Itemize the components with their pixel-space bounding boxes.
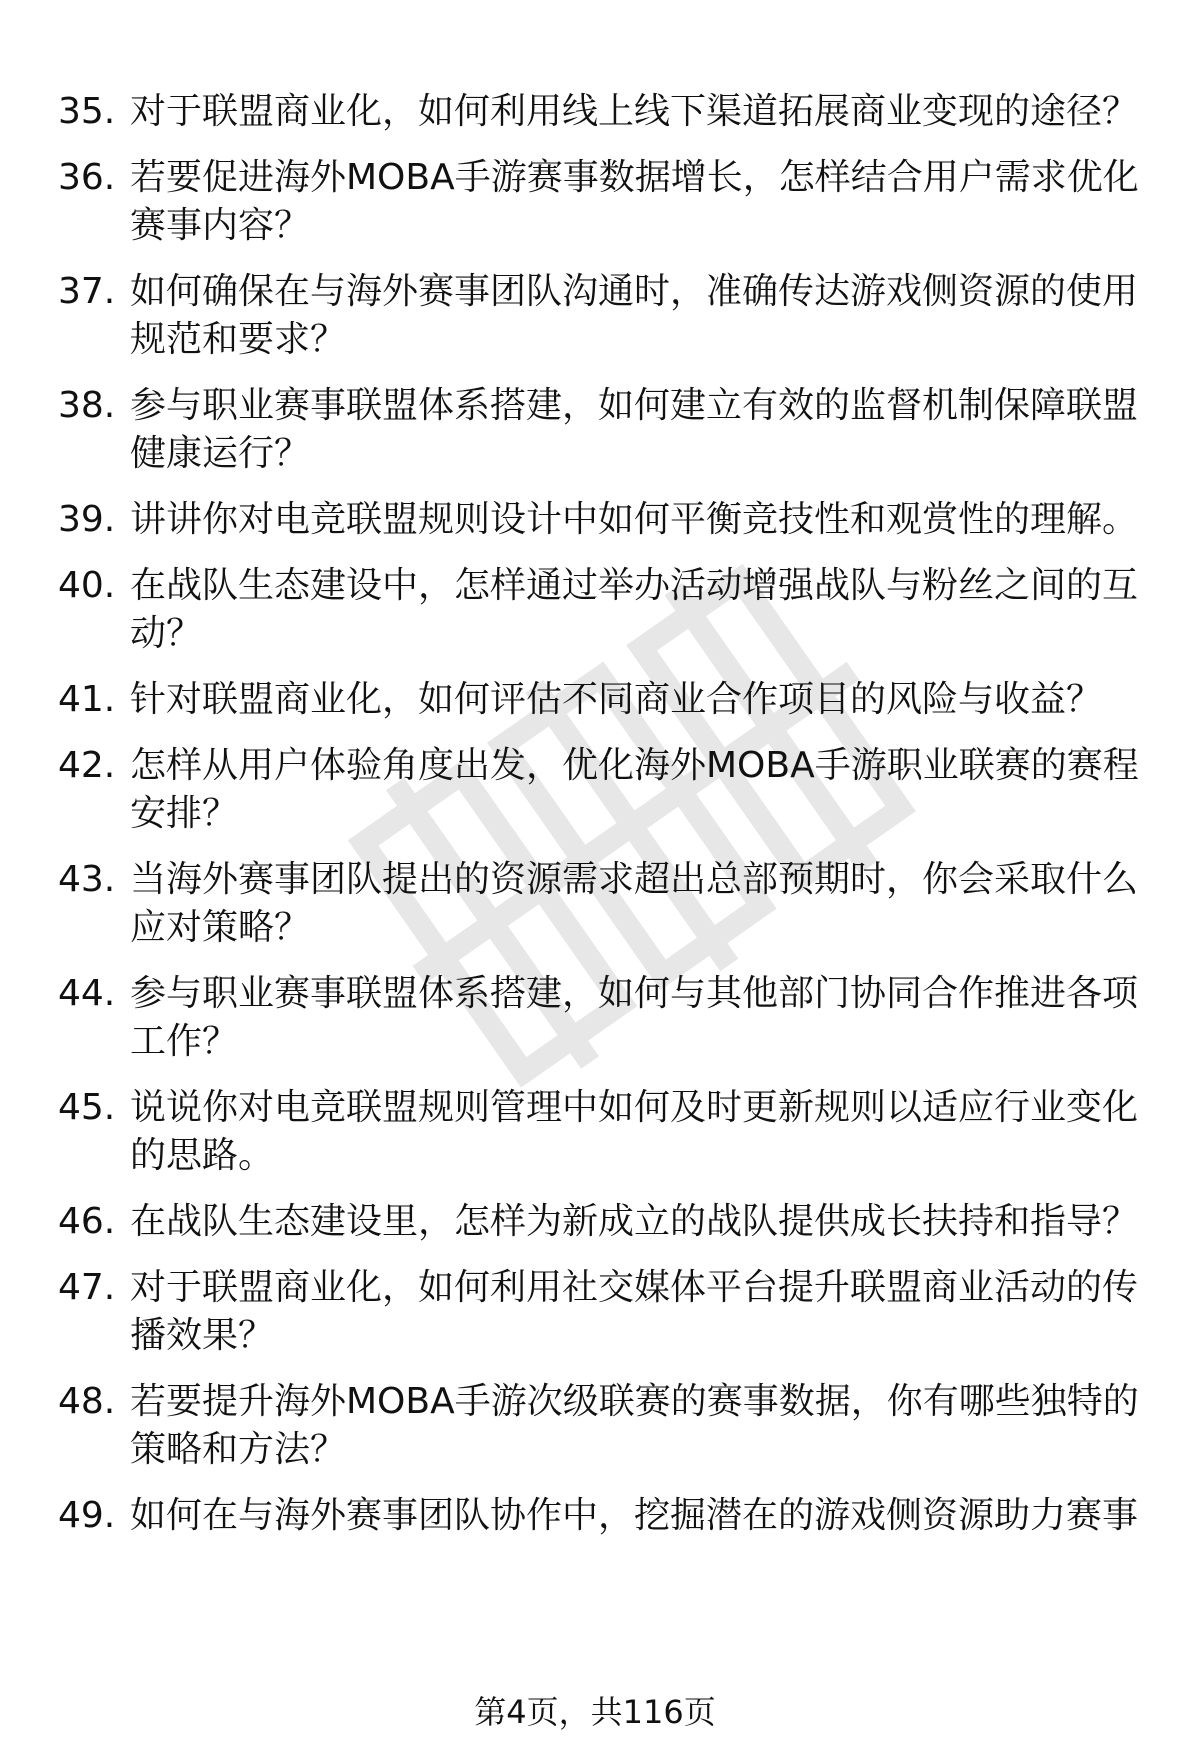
question-item	[58, 970, 1148, 1066]
question-number: 37.	[58, 271, 116, 312]
question-item	[58, 1264, 1148, 1360]
question-item	[58, 268, 1148, 364]
question-number: 47.	[58, 1267, 116, 1308]
page-footer	[0, 1690, 1190, 1734]
question-item	[58, 496, 1148, 544]
question-text: 在战队生态建设中，怎样通过举办活动增强战队与粉丝之间的互动？	[130, 565, 1139, 654]
question-text: 如何在与海外赛事团队协作中，挖掘潜在的游戏侧资源助力赛事	[130, 1495, 1139, 1536]
question-text: 对于联盟商业化，如何利用线上线下渠道拓展商业变现的途径？	[130, 91, 1139, 132]
question-item	[58, 1378, 1148, 1474]
question-text: 如何确保在与海外赛事团队沟通时，准确传达游戏侧资源的使用规范和要求？	[130, 271, 1139, 360]
question-number: 44.	[58, 973, 116, 1014]
page-number-label: 第4页，共116页	[474, 1693, 716, 1731]
question-number: 46.	[58, 1201, 116, 1242]
question-item	[58, 676, 1148, 724]
question-item	[58, 742, 1148, 838]
question-text: 当海外赛事团队提出的资源需求超出总部预期时，你会采取什么应对策略？	[130, 859, 1139, 948]
question-text: 说说你对电竞联盟规则管理中如何及时更新规则以适应行业变化的思路。	[130, 1087, 1139, 1176]
question-number: 49.	[58, 1495, 116, 1536]
question-item	[58, 154, 1148, 250]
question-number: 39.	[58, 499, 116, 540]
question-item	[58, 856, 1148, 952]
question-item	[58, 88, 1148, 136]
question-number: 41.	[58, 679, 116, 720]
question-number: 45.	[58, 1087, 116, 1128]
question-item	[58, 1492, 1148, 1540]
question-item	[58, 1198, 1148, 1246]
question-list	[58, 88, 1148, 1540]
question-text: 讲讲你对电竞联盟规则设计中如何平衡竞技性和观赏性的理解。	[130, 499, 1139, 540]
question-item	[58, 562, 1148, 658]
question-number: 40.	[58, 565, 116, 606]
question-text: 对于联盟商业化，如何利用社交媒体平台提升联盟商业活动的传播效果？	[130, 1267, 1139, 1356]
question-text: 怎样从用户体验角度出发，优化海外MOBA手游职业联赛的赛程安排？	[130, 745, 1139, 834]
question-text: 参与职业赛事联盟体系搭建，如何建立有效的监督机制保障联盟健康运行？	[130, 385, 1139, 474]
question-text: 参与职业赛事联盟体系搭建，如何与其他部门协同合作推进各项工作？	[130, 973, 1139, 1062]
question-number: 42.	[58, 745, 116, 786]
question-number: 36.	[58, 157, 116, 198]
question-number: 48.	[58, 1381, 116, 1422]
question-item	[58, 1084, 1148, 1180]
question-text: 针对联盟商业化，如何评估不同商业合作项目的风险与收益？	[130, 679, 1103, 720]
question-number: 43.	[58, 859, 116, 900]
question-text: 若要提升海外MOBA手游次级联赛的赛事数据，你有哪些独特的策略和方法？	[130, 1381, 1139, 1470]
question-number: 38.	[58, 385, 116, 426]
question-item	[58, 382, 1148, 478]
question-number: 35.	[58, 91, 116, 132]
question-text: 在战队生态建设里，怎样为新成立的战队提供成长扶持和指导？	[130, 1201, 1139, 1242]
question-text: 若要促进海外MOBA手游赛事数据增长，怎样结合用户需求优化赛事内容？	[130, 157, 1139, 246]
